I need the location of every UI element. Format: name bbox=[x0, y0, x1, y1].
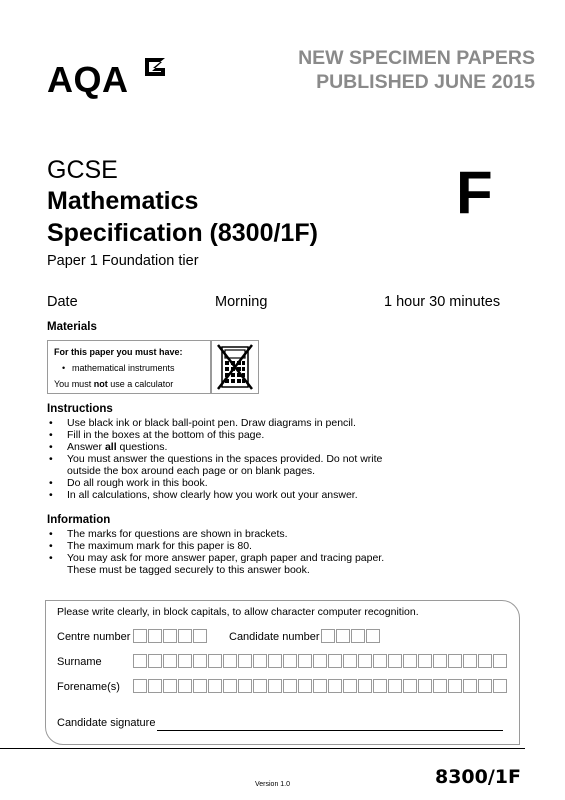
session-label: Morning bbox=[215, 294, 268, 310]
character-cell[interactable] bbox=[298, 654, 312, 668]
list-item: • Answer all questions. bbox=[47, 441, 427, 453]
paper-title: Paper 1 Foundation tier bbox=[47, 253, 199, 269]
information-list bbox=[47, 528, 427, 576]
character-cell[interactable] bbox=[253, 679, 267, 693]
paper-code: 8300/1F bbox=[434, 766, 521, 788]
logo-text: AQA bbox=[47, 59, 129, 100]
candidate-number-label: Candidate number bbox=[229, 631, 320, 643]
centre-number-label: Centre number bbox=[57, 631, 131, 643]
signature-label: Candidate signature bbox=[57, 717, 156, 729]
character-cell[interactable] bbox=[193, 654, 207, 668]
character-cell[interactable] bbox=[403, 679, 417, 693]
bullet: • bbox=[62, 363, 66, 373]
character-cell[interactable] bbox=[223, 679, 237, 693]
instructions-list bbox=[47, 417, 427, 501]
surname-label: Surname bbox=[57, 656, 102, 668]
list-item: • The maximum mark for this paper is 80. bbox=[47, 540, 427, 552]
character-cell[interactable] bbox=[208, 654, 222, 668]
qualification-level: GCSE bbox=[47, 156, 118, 184]
centre-number-field[interactable] bbox=[133, 629, 208, 643]
specimen-line-2: PUBLISHED JUNE 2015 bbox=[316, 71, 535, 93]
character-cell[interactable] bbox=[163, 679, 177, 693]
character-cell[interactable] bbox=[463, 679, 477, 693]
character-cell[interactable] bbox=[351, 629, 365, 643]
list-item: • Use black ink or black ball-point pen. Draw diagrams in pencil. bbox=[47, 417, 427, 429]
character-cell[interactable] bbox=[478, 654, 492, 668]
character-cell[interactable] bbox=[283, 679, 297, 693]
character-cell[interactable] bbox=[448, 679, 462, 693]
specification-title: Specification (8300/1F) bbox=[47, 219, 318, 247]
list-item: • Do all rough work in this book. bbox=[47, 477, 427, 489]
surname-field[interactable] bbox=[133, 654, 508, 668]
character-cell[interactable] bbox=[343, 654, 357, 668]
list-item: • You may ask for more answer paper, graph paper and tracing paper. These must be tagged securely to this answer book. bbox=[47, 552, 407, 576]
list-item: • In all calculations, show clearly how you work out your answer. bbox=[47, 489, 427, 501]
character-cell[interactable] bbox=[388, 654, 402, 668]
character-cell[interactable] bbox=[321, 629, 335, 643]
character-cell[interactable] bbox=[208, 679, 222, 693]
character-cell[interactable] bbox=[328, 679, 342, 693]
instructions-heading: Instructions bbox=[47, 403, 113, 415]
character-cell[interactable] bbox=[313, 654, 327, 668]
calculator-note: You must not use a calculator bbox=[54, 379, 174, 389]
character-cell[interactable] bbox=[448, 654, 462, 668]
character-cell[interactable] bbox=[298, 679, 312, 693]
character-cell[interactable] bbox=[178, 654, 192, 668]
character-cell[interactable] bbox=[358, 654, 372, 668]
character-cell[interactable] bbox=[328, 654, 342, 668]
character-cell[interactable] bbox=[238, 679, 252, 693]
character-cell[interactable] bbox=[366, 629, 380, 643]
character-cell[interactable] bbox=[493, 654, 507, 668]
crossed-out-calculator-icon bbox=[212, 341, 258, 393]
character-cell[interactable] bbox=[253, 654, 267, 668]
character-cell[interactable] bbox=[178, 679, 192, 693]
character-cell[interactable] bbox=[373, 679, 387, 693]
character-cell[interactable] bbox=[373, 654, 387, 668]
no-calculator-box bbox=[211, 340, 259, 394]
date-label: Date bbox=[47, 294, 78, 310]
character-cell[interactable] bbox=[133, 679, 147, 693]
character-cell[interactable] bbox=[238, 654, 252, 668]
materials-item: mathematical instruments bbox=[72, 363, 175, 373]
character-cell[interactable] bbox=[163, 629, 177, 643]
character-cell[interactable] bbox=[133, 629, 147, 643]
specimen-line-1: NEW SPECIMEN PAPERS bbox=[298, 47, 535, 69]
character-cell[interactable] bbox=[268, 654, 282, 668]
character-cell[interactable] bbox=[418, 654, 432, 668]
aqa-logo-mark-icon bbox=[143, 56, 167, 78]
forename-label: Forename(s) bbox=[57, 681, 120, 693]
character-cell[interactable] bbox=[433, 654, 447, 668]
version-label: Version 1.0 bbox=[255, 781, 291, 788]
duration-label: 1 hour 30 minutes bbox=[384, 294, 501, 310]
character-cell[interactable] bbox=[283, 654, 297, 668]
tier-letter: F bbox=[456, 159, 493, 226]
character-cell[interactable] bbox=[193, 679, 207, 693]
character-cell[interactable] bbox=[148, 629, 162, 643]
character-cell[interactable] bbox=[268, 679, 282, 693]
character-cell[interactable] bbox=[336, 629, 350, 643]
materials-box bbox=[47, 340, 211, 394]
specimen-banner bbox=[298, 46, 535, 94]
character-cell[interactable] bbox=[193, 629, 207, 643]
character-cell[interactable] bbox=[148, 679, 162, 693]
character-cell[interactable] bbox=[433, 679, 447, 693]
character-cell[interactable] bbox=[133, 654, 147, 668]
character-cell[interactable] bbox=[418, 679, 432, 693]
subject-title: Mathematics bbox=[47, 187, 199, 215]
candidate-instruction: Please write clearly, in block capitals, to allow character computer recognition. bbox=[57, 606, 419, 618]
character-cell[interactable] bbox=[148, 654, 162, 668]
character-cell[interactable] bbox=[163, 654, 177, 668]
list-item: • Fill in the boxes at the bottom of this page. bbox=[47, 429, 427, 441]
character-cell[interactable] bbox=[478, 679, 492, 693]
footer-divider bbox=[0, 748, 525, 749]
list-item: • The marks for questions are shown in brackets. bbox=[47, 528, 427, 540]
character-cell[interactable] bbox=[313, 679, 327, 693]
character-cell[interactable] bbox=[343, 679, 357, 693]
character-cell[interactable] bbox=[463, 654, 477, 668]
aqa-logo bbox=[47, 60, 172, 105]
candidate-number-field[interactable] bbox=[321, 629, 381, 643]
character-cell[interactable] bbox=[223, 654, 237, 668]
character-cell[interactable] bbox=[493, 679, 507, 693]
list-item: • You must answer the questions in the spaces provided. Do not write outside the box around each page or on blank pages. bbox=[47, 453, 383, 477]
character-cell[interactable] bbox=[178, 629, 192, 643]
character-cell[interactable] bbox=[388, 679, 402, 693]
forename-field[interactable] bbox=[133, 679, 508, 693]
materials-heading: Materials bbox=[47, 321, 97, 333]
character-cell[interactable] bbox=[358, 679, 372, 693]
materials-box-title: For this paper you must have: bbox=[54, 347, 183, 357]
information-heading: Information bbox=[47, 514, 111, 526]
signature-line[interactable] bbox=[157, 730, 503, 731]
character-cell[interactable] bbox=[403, 654, 417, 668]
